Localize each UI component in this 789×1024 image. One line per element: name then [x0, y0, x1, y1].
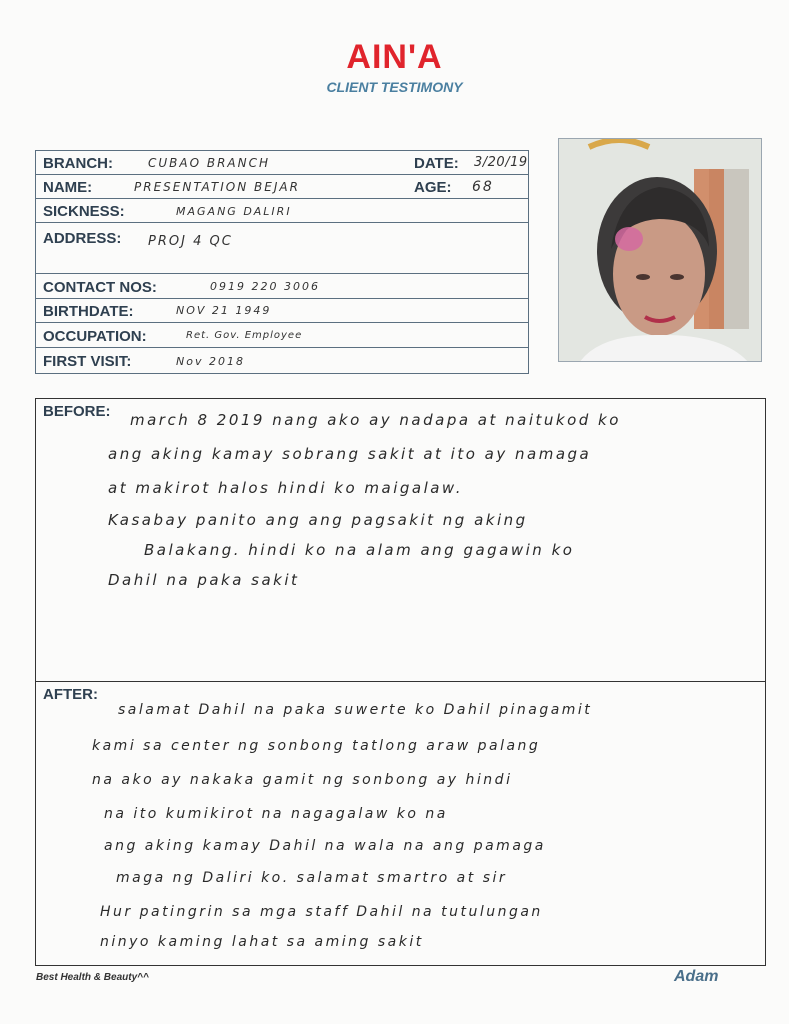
- after-line: Hur patingrin sa mga staff Dahil na tutulungan: [100, 904, 543, 920]
- after-line: ang aking kamay Dahil na wala na ang pamaga: [104, 838, 546, 854]
- contact-label: CONTACT NOS:: [43, 279, 157, 296]
- row-branch: [36, 151, 528, 175]
- contact-value: 0919 220 3006: [210, 280, 320, 293]
- after-line: na ako ay nakaka gamit ng sonbong ay hindi: [92, 772, 513, 788]
- portrait-image: [559, 139, 762, 362]
- branch-label: BRANCH:: [43, 155, 113, 172]
- first-visit-label: FIRST VISIT:: [43, 353, 132, 370]
- row-occupation: [36, 323, 528, 348]
- row-contact: [36, 274, 528, 299]
- occupation-value: Ret. Gov. Employee: [186, 330, 303, 341]
- address-value: PROJ 4 QC: [148, 234, 233, 249]
- before-line: march 8 2019 nang ako ay nadapa at naitukod ko: [130, 411, 621, 429]
- before-line: Balakang. hindi ko na alam ang gagawin ko: [144, 541, 575, 559]
- birthdate-label: BIRTHDATE:: [43, 303, 134, 320]
- name-value: PRESENTATION BEJAR: [134, 180, 300, 194]
- sickness-label: SICKNESS:: [43, 203, 125, 220]
- before-line: Dahil na paka sakit: [108, 571, 300, 589]
- birthdate-value: NOV 21 1949: [176, 304, 272, 317]
- before-line: ang aking kamay sobrang sakit at ito ay namaga: [108, 445, 592, 463]
- after-line: ninyo kaming lahat sa aming sakit: [100, 934, 424, 950]
- client-photo: [558, 138, 762, 362]
- page-subtitle: CLIENT TESTIMONY: [326, 79, 463, 95]
- branch-value: CUBAO BRANCH: [148, 156, 271, 170]
- before-section: [35, 398, 766, 682]
- after-section: [35, 681, 766, 966]
- first-visit-value: Nov 2018: [176, 355, 245, 368]
- row-sickness: [36, 199, 528, 223]
- before-label: BEFORE:: [43, 403, 111, 420]
- after-line: salamat Dahil na paka suwerte ko Dahil pinagamit: [118, 702, 593, 718]
- sickness-value: MAGANG DALIRI: [176, 205, 292, 218]
- row-first-visit: [36, 348, 528, 373]
- after-line: kami sa center ng sonbong tatlong araw palang: [92, 738, 541, 754]
- row-address: [36, 223, 528, 274]
- row-name: [36, 175, 528, 199]
- after-label: AFTER:: [43, 686, 98, 703]
- age-value: 68: [472, 179, 494, 195]
- after-line: na ito kumikirot na nagagalaw ko na: [104, 806, 448, 822]
- before-line: at makirot halos hindi ko maigalaw.: [108, 479, 464, 497]
- brand-logo: AIN'A: [346, 38, 443, 76]
- after-line: maga ng Daliri ko. salamat smartro at sir: [116, 870, 508, 886]
- date-value: 3/20/19: [474, 155, 528, 170]
- client-info-table: [35, 150, 529, 374]
- row-birthdate: [36, 299, 528, 323]
- footer-tagline: Best Health & Beauty^^: [36, 972, 149, 983]
- address-label: ADDRESS:: [43, 230, 122, 247]
- date-label: DATE:: [414, 155, 459, 172]
- footer-signature: Adam: [674, 968, 719, 985]
- age-label: AGE:: [414, 179, 452, 196]
- name-label: NAME:: [43, 179, 93, 196]
- occupation-label: OCCUPATION:: [43, 328, 147, 345]
- before-line: Kasabay panito ang ang pagsakit ng aking: [108, 511, 528, 529]
